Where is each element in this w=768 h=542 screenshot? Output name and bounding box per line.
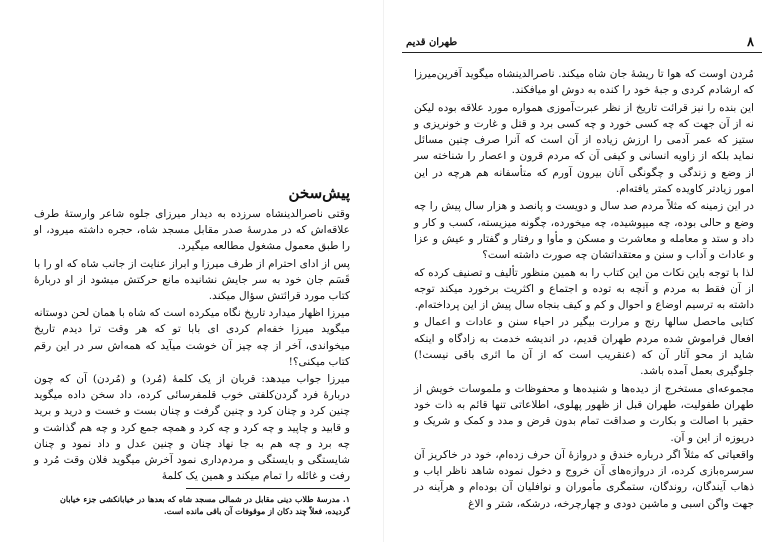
- paragraph: وقتی ناصرالدینشاه سرزده به دیدار میرزای جلوه شاعر وارستهٔ طرف علاقه‌اش که در مدرسهٔ صدر مقابل مسجد شاه، حجره داشته میرود، او را طبق معمول مشغول مطالعه میگیرد.: [34, 208, 350, 253]
- right-page: [384, 0, 768, 542]
- paragraph: مجموعه‌ای مستخرج از دیده‌ها و شنیده‌ها و محفوظات و ملموسات خویش از طهران طفولیت، طهران قبل از ظهور پهلوی، اطلاعاتی تنها قائم به ذات خود حقیر با اصالت و بکارت و صداقت تمام بدون قرض و مدد و کمک و شریک و دریوزه از این و آن.: [414, 382, 754, 444]
- page-number: ۸: [747, 35, 754, 50]
- running-title: طهران قدیم: [406, 37, 458, 48]
- left-page-body: [34, 206, 350, 485]
- header-rule: [402, 52, 762, 53]
- running-head: [402, 37, 762, 51]
- paragraph: میرزا اظهار میدارد تاریخ نگاه میکرده است که شاه با همان لحن دوستانه میگوید میرزا خفه‌ام کردی ای بابا تو که هر وقت ترا دیدم تاریخ میخواندی، آخر از چه چیز آن خوشت میآید که همه‌اش سر در این رقم کتاب میکنی؟!: [34, 307, 350, 368]
- paragraph: در این زمینه که مثلاً مردم صد سال و دویست و پانصد و هزار سال پیش را چه وضع و حالی بوده، چه میپوشیده، چه میخورده، چگونه میزیسته، کسب و کار و داد و ستد و معامله و معاشرت و مسکن و مأوا و رفتار و گفتار و عیش و عزا و عادات و آداب و سنن و معتقداتشان چه صورت داشته است؟: [414, 200, 754, 262]
- paragraph: مُردن اوست که هوا تا ریشهٔ جان شاه میکند. ناصرالدینشاه میگوید آفرین‌میرزا که ارشادم کردی و جبهٔ خود را کنده به دوش او میافکند.: [414, 68, 754, 97]
- right-page-body: [414, 66, 754, 513]
- paragraph: واقعیاتی که مثلاً اگر درباره خندق و دروازهٔ آن حرف زده‌ام، خود در خاکریز آن سرسره‌بازی کرده، از دروازه‌های آن خروج و دخول نموده شاهد ناظر ایاب و ذهاب آیندگان، روندگان، ستمگری مأموران و نوافلیان آن بوده‌ام و هرآینه در جهت واگن اسبی و ماشین دودی و چهارچرخه، درشکه، شتر و الاغ: [414, 448, 754, 510]
- footnote: ۱. مدرسهٔ طلاب دینی مقابل در شمالی مسجد شاه که بعدها در خیابانکشی جزء خیابان گردیده، فعلاً چند دکان از موقوفات آن باقی مانده است.: [60, 494, 350, 516]
- paragraph: میرزا جواب میدهد: قربان از یک کلمهٔ (مُرد) و (مُردن) آن که چون دربارهٔ فرد گردن‌کلفتی خوب قلمفرسائی کرده، داد سخن داده میگوید چنین کرد و چنان کرد و چنین گرفت و چنان بست و خست و درید و برید و قابید و چاپید و چه کرد و چه کرد و همچه جمع کرد و چه هم گذاشت و چه برد و چه هم به جا نهاد چنان و چنین عدل و داد نمود و چنان شایستگی و بایستگی و مردم‌داری نمود آخرش میگوید فلان وقت مُرد و رفت و غائله را تمام میکند و همین یک کلمهٔ: [34, 373, 350, 483]
- paragraph: کتابی ماحصل سالها رنج و مرارت بیگیر در احیاء سنن و عادات و اعمال و افعال فراموش شده مردم طهران قدیم، در اندیشه خدمت به زادگاه و اینکه شاید از محو آثار آن که (عنقریب است که از آن ما اثری باقی نیست!) جلوگیری بعمل آمده باشد.: [414, 316, 754, 378]
- paragraph: لذا با توجه باین نکات من این کتاب را به همین منظور تألیف و تصنیف کرده که از آن فقط به مردم و آنچه به توده و اجتماع و اکثریت برخورد میکند توجه داشته به ترسیم اوضاع و احوال و کم و کیف بنجاه سال پیش از این پرداخته‌ام.: [414, 266, 754, 312]
- section-title: پیش‌سخن: [288, 184, 350, 202]
- paragraph: پس از ادای احترام از طرف میرزا و ابراز عنایت از جانب شاه که او را با قَسَم جان خود به سر جایش نشانیده مانع حرکتش میشود از او دربارهٔ کتاب مورد قرائتش سؤال میکند.: [34, 257, 350, 303]
- footnote-rule: [186, 488, 350, 489]
- paragraph: این بنده را نیز قرائت تاریخ از نظر عبرت‌آموزی همواره مورد علاقه بوده لیکن نه از آن جهت که چه کسی خورد و چه کسی برد و قتل و غارت و خونریزی و ستیز که عمر آدمی را ارزش زیاده از آن است که آنرا صرف چنین مسائل نماید بلکه از زاویه انسانی و کیفی آن که مردم قرون و اعصار را شناخته سر از وضع و زندگی و چگونگی آنان بیرون آورم که متأسفانه هم هرچه در این امور زیادتر کاویده کمتر یافته‌ام.: [414, 101, 754, 196]
